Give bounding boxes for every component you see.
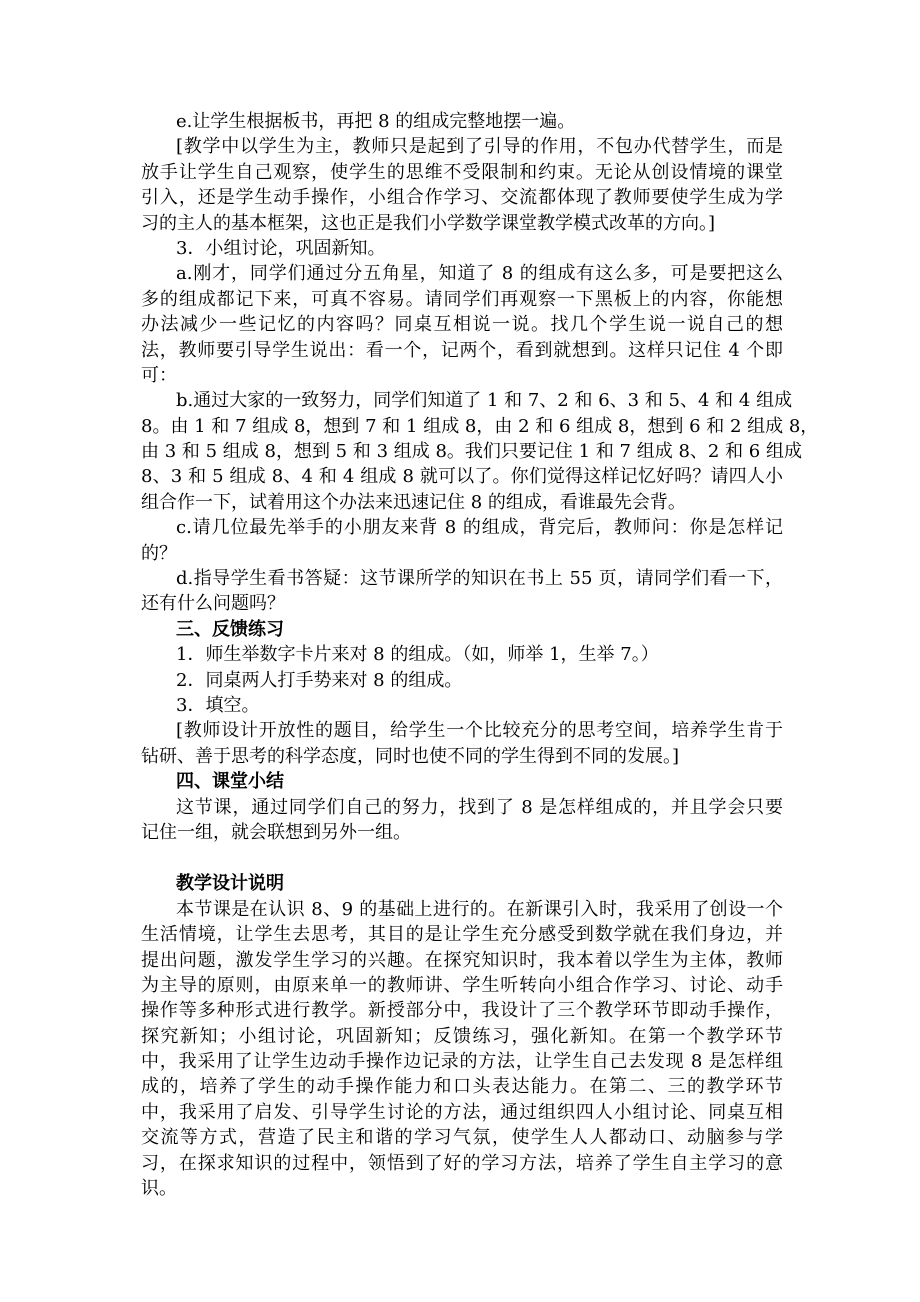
text-line: 引入，还是学生动手操作，小组合作学习、交流都体现了教师要使学生成为学 <box>141 187 783 209</box>
text-line: [教师设计开放性的题目，给学生一个比较充分的思考空间，培养学生肯于 <box>176 720 783 742</box>
section-heading: 教学设计说明 <box>176 873 284 895</box>
text-line: 记住一组，就会联想到另外一组。 <box>141 821 411 843</box>
paragraph-gap <box>141 845 783 871</box>
document-page <box>141 109 819 1201</box>
text-line: b.通过大家的一致努力，同学们知道了 1 和 7、2 和 6、3 和 5、4 和 4 组成 <box>176 390 793 412</box>
text-line: 提出问题，激发学生学习的兴趣。在探究知识时，我本着以学生为主体，教师 <box>141 949 783 971</box>
text-line: e.让学生根据板书，再把 8 的组成完整地摆一遍。 <box>176 111 576 132</box>
text-line: 1．师生举数字卡片来对 8 的组成。（如，师举 1，生举 7。） <box>176 644 659 666</box>
text-line: d.指导学生看书答疑：这节课所学的知识在书上 55 页，请同学们看一下， <box>176 568 783 590</box>
text-line: 多的组成都记下来，可真不容易。请同学们再观察一下黑板上的内容，你能想 <box>141 288 783 310</box>
text-line: 法，教师要引导学生说出：看一个，记两个，看到就想到。这样只记住 4 个即 <box>141 339 783 361</box>
text-line: 中，我采用了启发、引导学生讨论的方法，通过组织四人小组讨论、同桌互相 <box>141 1101 783 1123</box>
text-line: 的？ <box>141 542 177 564</box>
text-line: 这节课，通过同学们自己的努力，找到了 8 是怎样组成的，并且学会只要 <box>176 796 783 818</box>
text-line: 钻研、善于思考的科学态度，同时也使不同的学生得到不同的发展。] <box>141 745 680 767</box>
text-line: 生活情境，让学生去思考，其目的是让学生充分感受到数学就在我们身边，并 <box>141 924 783 946</box>
text-line: c.请几位最先举手的小朋友来背 8 的组成，背完后，教师问：你是怎样记 <box>176 517 783 539</box>
section-heading: 四、课堂小结 <box>176 771 284 793</box>
text-line: 习，在探求知识的过程中，领悟到了好的学习方法，培养了学生自主学习的意 <box>141 1152 783 1174</box>
text-line: 组合作一下，试着用这个办法来迅速记住 8 的组成，看谁最先会背。 <box>141 491 686 513</box>
section-heading: 三、反馈练习 <box>176 618 284 640</box>
text-line: 3．小组讨论，巩固新知。 <box>176 237 386 259</box>
text-line: 还有什么问题吗？ <box>141 593 285 615</box>
text-line: 探究新知；小组讨论，巩固新知；反馈练习，强化新知。在第一个教学环节 <box>141 1025 783 1047</box>
text-line: 识。 <box>141 1178 177 1200</box>
text-line: 3．填空。 <box>176 694 260 716</box>
text-line: [教学中以学生为主，教师只是起到了引导的作用，不包办代替学生，而是 <box>176 136 783 158</box>
text-line: 本节课是在认识 8、9 的基础上进行的。在新课引入时，我采用了创设一个 <box>176 898 783 920</box>
text-line: 交流等方式，营造了民主和谐的学习气氛，使学生人人都动口、动脑参与学 <box>141 1127 783 1149</box>
text-line: 为主导的原则，由原来单一的教师讲、学生听转向小组合作学习、讨论、动手 <box>141 974 783 996</box>
text-line: 操作等多种形式进行教学。新授部分中，我设计了三个教学环节即动手操作， <box>141 1000 783 1022</box>
text-line: 中，我采用了让学生边动手操作边记录的方法，让学生自己去发现 8 是怎样组 <box>141 1051 783 1073</box>
text-line: 由 3 和 5 组成 8，想到 5 和 3 组成 8。我们只要记住 1 和 7 组成 8、2 和 6 组成 <box>141 441 802 463</box>
text-line: 可： <box>141 364 177 386</box>
text-line: 习的主人的基本框架，这也正是我们小学数学课堂教学模式改革的方向。] <box>141 212 716 234</box>
text-line: 8、3 和 5 组成 8、4 和 4 组成 8 就可以了。你们觉得这样记忆好吗？请四人小 <box>141 466 783 488</box>
text-line: 8。由 1 和 7 组成 8，想到 7 和 1 组成 8，由 2 和 6 组成 8，想到 6 和 2 组成 8， <box>141 415 819 437</box>
text-line: 成的，培养了学生的动手操作能力和口头表达能力。在第二、三的教学环节 <box>141 1076 783 1098</box>
text-line: a.刚才，同学们通过分五角星，知道了 8 的组成有这么多，可是要把这么 <box>176 263 783 285</box>
text-line: 办法减少一些记忆的内容吗？同桌互相说一说。找几个学生说一说自己的想 <box>141 314 783 336</box>
text-line: 放手让学生自己观察，使学生的思维不受限制和约束。无论从创设情境的课堂 <box>141 161 783 183</box>
text-line: 2．同桌两人打手势来对 8 的组成。 <box>176 669 463 691</box>
